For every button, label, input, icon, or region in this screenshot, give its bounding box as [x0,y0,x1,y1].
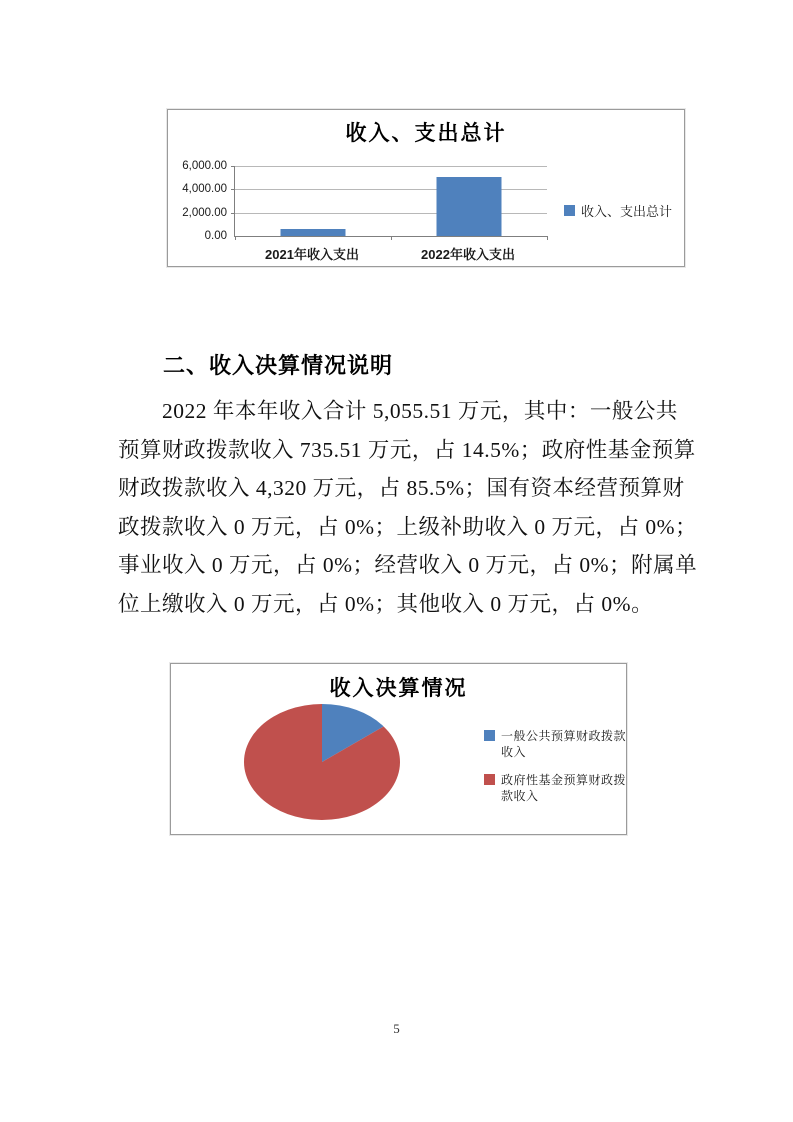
y-tick-label: 0.00 [204,230,227,242]
legend-swatch-icon [564,205,575,216]
page-number: 5 [393,1021,400,1036]
x-axis-tick [547,236,548,240]
bar-chart-x-axis [234,244,546,263]
section-heading: 二、收入决算情况说明 [163,353,394,378]
legend-label: 政府性基金预算财政拨款收入 [501,773,627,803]
bar [437,177,502,236]
pie-chart-title: 收入决算情况 [329,676,468,700]
y-tick-label: 4,000.00 [182,183,227,196]
bar-chart-legend [564,201,672,220]
paragraph-line: 预算财政拨款收入 735.51 万元，占 14.5%；政府性基金预算 [118,437,696,462]
pie-graphic [244,704,400,820]
bar [281,229,346,236]
legend-item [484,728,637,760]
x-axis-tick [235,236,236,240]
bar-slot [391,166,547,236]
paragraph-line: 政拨款收入 0 万元，占 0%；上级补助收入 0 万元，占 0%； [118,514,698,539]
legend-swatch-icon [484,730,495,741]
bar-series [235,166,547,236]
x-axis-tick [391,236,392,240]
bar-plot-area [234,166,547,237]
y-tick-label: 6,000.00 [182,160,227,172]
pie-chart [170,663,627,835]
legend-swatch-icon [484,774,495,785]
y-tick-label: 2,000.00 [182,206,227,219]
paragraph-line: 财政拨款收入 4,320 万元，占 85.5%；国有资本经营预算财 [118,476,685,500]
pie-chart-legend [484,728,637,816]
legend-label: 收入、支出总计 [581,204,673,219]
bar-chart [167,109,685,267]
legend-label: 一般公共预算财政拨款收入 [501,729,627,759]
bar-chart-y-axis [168,160,227,242]
category-label: 2021年收入支出 [265,247,359,262]
paragraph-line: 事业收入 0 万元，占 0%；经营收入 0 万元，占 0%；附属单 [118,553,698,577]
bar-chart-title: 收入、支出总计 [345,121,507,145]
category-label: 2022年收入支出 [421,247,515,262]
paragraph-line: 位上缴收入 0 万元，占 0%；其他收入 0 万元，占 0%。 [118,591,654,616]
body-paragraph [118,392,698,623]
legend-item [484,772,637,804]
bar-slot [235,166,391,236]
paragraph-line: 2022 年本年收入合计 5,055.51 万元，其中：一般公共 [162,399,678,423]
